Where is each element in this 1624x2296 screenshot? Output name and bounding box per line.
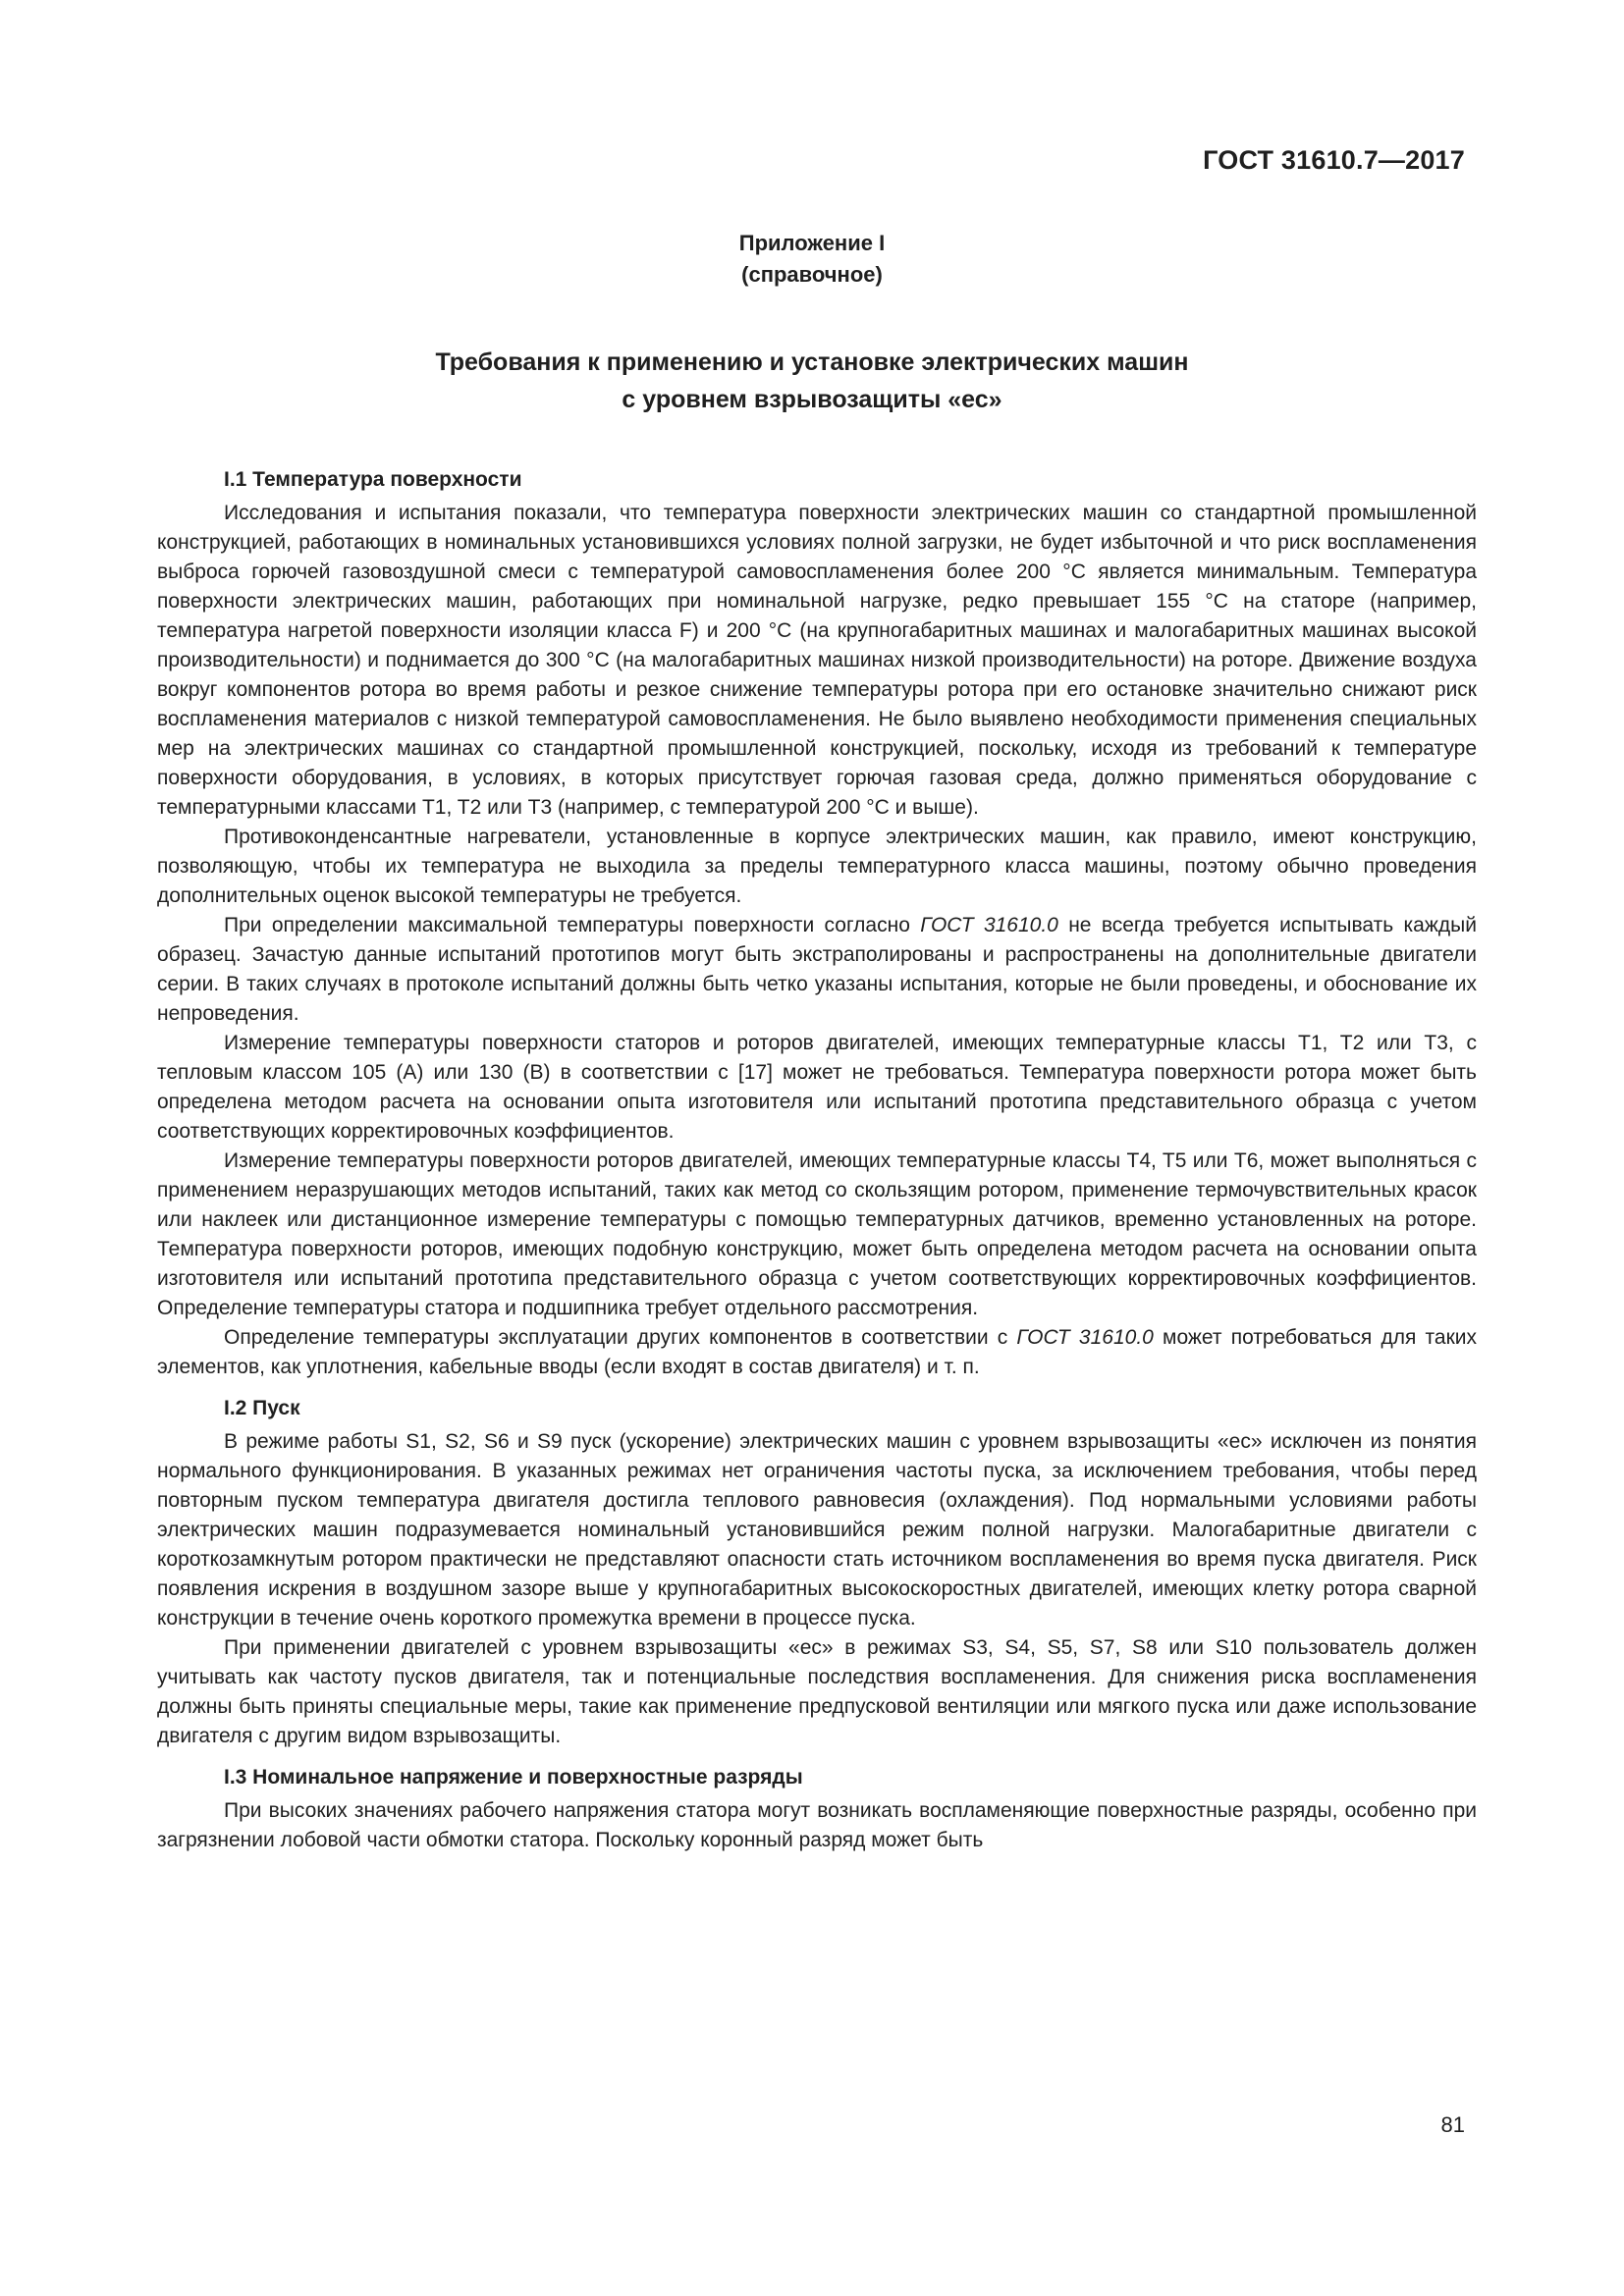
document-body — [157, 465, 1477, 1855]
appendix-heading — [0, 228, 1624, 291]
page-number: 81 — [1440, 2112, 1465, 2137]
paragraph: При применении двигателей с уровнем взрывозащиты «ес» в режимах S3, S4, S5, S7, S8 или S10 пользователь должен учитывать как частоту пусков двигателя, так и потенциальные последствия воспламенения. Для снижения риска воспламенения должны быть приняты специальные меры, такие как применение предпусковой вентиляции или мягкого пуска или даже использование двигателя с другим видом взрывозащиты. — [157, 1636, 1477, 1747]
paragraph — [157, 1323, 1477, 1382]
paragraph: Измерение температуры поверхности статоров и роторов двигателей, имеющих температурные классы T1, T2 или T3, с тепловым классом 105 (A) или 130 (B) в соответствии с [17] может не требоваться. Температура поверхности ротора может быть определена методом расчета на основании опыта изготовителя или испытаний прототипа представительного образца с учетом соответствующих корректировочных коэффициентов. — [157, 1032, 1477, 1143]
paragraph: Противоконденсантные нагреватели, установленные в корпусе электрических машин, как правило, имеют конструкцию, позволяющую, чтобы их температура не выходила за пределы температурного класса машины, поэтому обычно проведения дополнительных оценок высокой температуры не требуется. — [157, 826, 1477, 907]
title-line-2: с уровнем взрывозащиты «ес» — [622, 386, 1002, 413]
text: может потребоваться для таких элементов, как уплотнения, кабельные вводы (если входят в состав двигателя) и т. п. — [157, 1326, 1477, 1378]
section-heading-1: I.1 Температура поверхности — [224, 468, 522, 491]
standard-reference: ГОСТ 31610.0 — [920, 914, 1058, 936]
paragraph — [157, 911, 1477, 1029]
document-code: ГОСТ 31610.7—2017 — [1203, 145, 1465, 175]
standard-reference: ГОСТ 31610.0 — [1016, 1326, 1154, 1349]
section-heading-2: I.2 Пуск — [224, 1397, 300, 1419]
section-heading-3: I.3 Номинальное напряжение и поверхностные разряды — [224, 1766, 803, 1789]
paragraph: При высоких значениях рабочего напряжения статора могут возникать воспламеняющие поверхностные разряды, особенно при загрязнении лобовой части обмотки статора. Поскольку коронный разряд может быть — [157, 1799, 1477, 1851]
appendix-type: (справочное) — [741, 262, 883, 287]
text: Определение температуры эксплуатации других компонентов в соответствии с — [224, 1326, 1017, 1349]
paragraph: Измерение температуры поверхности роторов двигателей, имеющих температурные классы T4, T5 или T6, может выполняться с применением неразрушающих методов испытаний, таких как метод со скользящим ротором, применение термочувствительных красок или наклеек или дистанционное измерение температуры с помощью температурных датчиков, временно установленных на роторе. Температура поверхности роторов, имеющих подобную конструкцию, может быть определена методом расчета на основании опыта изготовителя или испытаний прототипа представительного образца с учетом соответствующих корректировочных коэффициентов. Определение температуры статора и подшипника требует отдельного рассмотрения. — [157, 1149, 1477, 1319]
appendix-label: Приложение I — [738, 231, 886, 255]
text: При определении максимальной температуры поверхности согласно — [224, 914, 921, 936]
paragraph: Исследования и испытания показали, что температура поверхности электрических машин со стандартной промышленной конструкцией, работающих в номинальных установившихся условиях полной загрузки, не будет избыточной и что риск воспламенения выброса горючей газовоздушной смеси с температурой самовоспламенения более 200 °C является минимальным. Температура поверхности электрических машин, работающих при номинальной нагрузке, редко превышает 155 °C на статоре (например, температура нагретой поверхности изоляции класса F) и 200 °C (на крупногабаритных машинах и малогабаритных машинах высокой производительности) и поднимается до 300 °C (на малогабаритных машинах низкой производительности) на роторе. Движение воздуха вокруг компонентов ротора во время работы и резкое снижение температуры ротора при его остановке значительно снижают риск воспламенения материалов с низкой температурой самовоспламенения. Не было выявлено необходимости применения специальных мер на электрических машинах со стандартной промышленной конструкцией, поскольку, исходя из требований к температуре поверхности оборудования, в условиях, в которых присутствует горючая газовая среда, должно применяться оборудование с температурными классами T1, T2 или T3 (например, с температурой 200 °C и выше). — [157, 502, 1477, 819]
appendix-title — [0, 344, 1624, 418]
title-line-1: Требования к применению и установке электрических машин — [435, 348, 1189, 376]
paragraph: В режиме работы S1, S2, S6 и S9 пуск (ускорение) электрических машин с уровнем взрывозащиты «ес» исключен из понятия нормального функционирования. В указанных режимах нет ограничения частоты пуска, за исключением требования, чтобы перед повторным пуском температура двигателя достигла теплового равновесия (охлаждения). Под нормальными условиями работы электрических машин подразумевается номинальный установившийся режим полной нагрузки. Малогабаритные двигатели с короткозамкнутым ротором практически не представляют опасности стать источником воспламенения во время пуска двигателя. Риск появления искрения в воздушном зазоре выше у крупногабаритных высокоскоростных двигателей, имеющих клетку ротора сварной конструкции в течение очень короткого промежутка времени в процессе пуска. — [157, 1430, 1477, 1629]
text: не всегда требуется испытывать каждый образец. Зачастую данные испытаний прототипов могут быть экстраполированы и распространены на дополнительные двигатели серии. В таких случаях в протоколе испытаний должны быть четко указаны испытания, которые не были проведены, и обоснование их непроведения. — [157, 914, 1477, 1025]
